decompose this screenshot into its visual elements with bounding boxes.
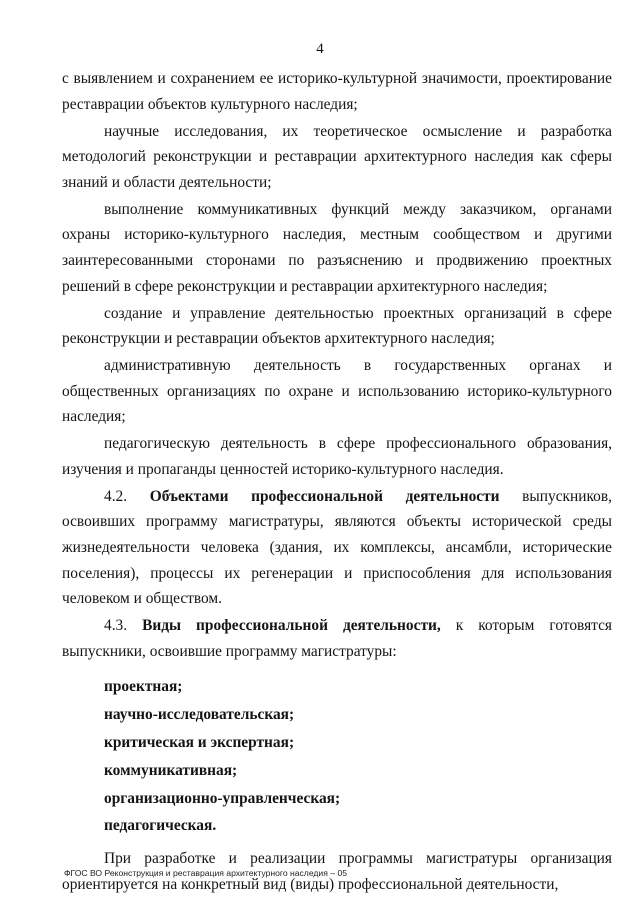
paragraph-continuation: с выявлением и сохранением ее историко-культурной значимости, проектирование реставрации объектов культурного наследия; [62,70,612,113]
section-4-2-number: 4.2. [104,487,128,505]
list-item: проектная; [104,678,183,696]
paragraph-management: создание и управление деятельностью проектных организаций в сфере реконструкции и реставрации объектов архитектурного наследия; [62,304,612,348]
page-footer: ФГОС ВО Реконструкция и реставрация архитектурного наследия – 05 [64,868,347,878]
section-4-3-number: 4.3. [104,617,128,635]
paragraph-pedagogy: педагогическую деятельность в сфере профессионального образования, изучения и пропаганды ценностей историко-культурного наследия. [62,435,612,478]
document-body [62,66,612,899]
list-item: коммуникативная; [104,761,238,779]
section-4-2-bold: Объектами профессиональной деятельности [149,487,500,505]
list-item: организационно-управленческая; [104,789,341,807]
activity-types-list [62,673,612,840]
list-item: педагогическая. [104,817,217,835]
page-number: 4 [316,41,324,57]
section-4-3 [62,613,612,664]
list-item: научно-исследовательская; [104,706,295,724]
paragraph-research: научные исследования, их теоретическое осмысление и разработка методологий реконструкции и реставрации архитектурного наследия как сферы знаний и области деятельности; [62,122,612,191]
section-4-2 [62,484,612,612]
section-4-3-text: к которым готовятся выпускники, освоившие программу магистратуры: [62,617,612,660]
list-item: критическая и экспертная; [104,733,295,751]
paragraph-administration: административную деятельность в государственных органах и общественных организациях по охране и использованию историко-культурного наследия; [62,357,612,426]
paragraph-communication: выполнение коммуникативных функций между заказчиком, органами охраны историко-культурного наследия, местным сообществом и другими заинтересованными сторонами по разъяснению и продвижению проектных решений в сфере реконструкции и реставрации архитектурного наследия; [62,200,612,295]
section-4-2-text: выпускников, освоивших программу магистратуры, являются объекты исторической среды жизнедеятельности человека (здания, их комплексы, ансамбли, исторические поселения), процессы их регенерации и приспособления для использования человеком и обществом. [62,487,612,608]
section-4-3-bold: Виды профессиональной деятельности, [142,617,441,635]
paragraph-closing: При разработке и реализации программы магистратуры организация ориентируется на конкретный вид (виды) профессиональной деятельности, [62,850,612,893]
